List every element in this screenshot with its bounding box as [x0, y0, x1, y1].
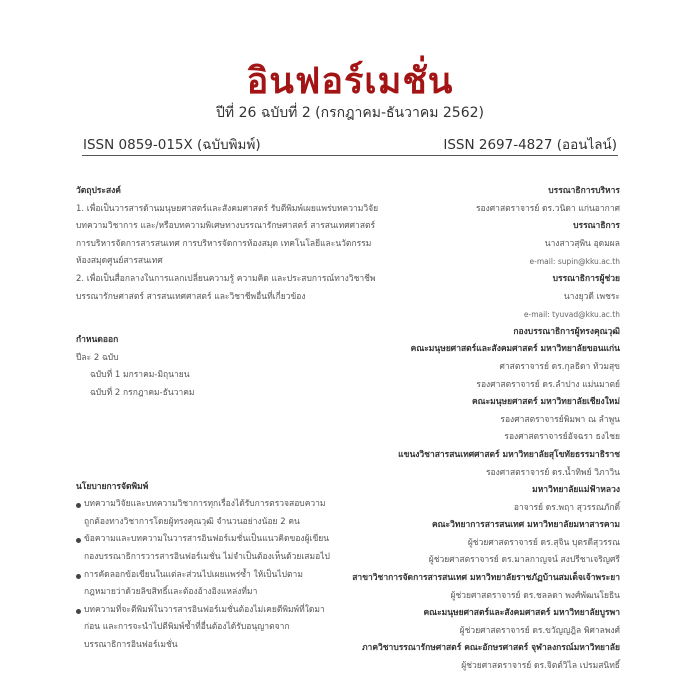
schedule-issue: ฉบับที่ 1 มกราคม-มิถุนายน: [90, 370, 190, 381]
assistant-editor-heading: บรรณาธิการผู้ช่วย: [552, 273, 620, 284]
editor-email: e-mail: tyuvad@kku.ac.th: [523, 310, 620, 320]
board-member-name: รองศาสตราจารย์อัจฉรา ธงไชย: [504, 432, 620, 443]
objectives-line: 1. เพื่อเป็นวารสารด้านมนุษยศาสตร์และสังคมศาสตร์ รับตีพิมพ์เผยแพร่บทความวิจัย: [76, 203, 379, 214]
affiliation-heading: แขนงวิชาสารสนเทศศาสตร์ มหาวิทยาลัยสุโขทัยธรรมาธิราช: [398, 449, 620, 460]
board-member-name: รองศาสตราจารย์ ดร.น้ำทิพย์ วิภาวิน: [485, 467, 620, 478]
objectives-line: บทความวิชาการ และ/หรือบทความพิเศษทางบรรณารักษศาสตร์ สารสนเทศศาสตร์: [76, 221, 376, 232]
board-member-name: รองศาสตราจารย์ ดร.ลำปาง แม่นมาตย์: [476, 379, 620, 390]
board-member-name: ผู้ช่วยศาสตราจารย์ ดร.สุจิน บุตรดีสุวรรณ: [467, 537, 620, 548]
header-divider: [82, 155, 618, 156]
journal-title: อินฟอร์เมชั่น: [246, 61, 454, 102]
affiliation-heading: คณะมนุษยศาสตร์และสังคมศาสตร์ มหาวิทยาลัยขอนแก่น: [410, 344, 620, 355]
objectives-line: ห้องสมุดศูนย์สารสนเทศ: [76, 256, 163, 267]
bullet-icon: [76, 538, 81, 543]
policy-text: ข้อความและบทความในวารสารอินฟอร์เมชั่นเป็นแนวคิดของผู้เขียน: [84, 534, 330, 545]
policy-text: กองบรรณาธิการวารสารอินฟอร์เมชั่น ไม่จำเป็นต้องเห็นด้วยเสมอไป: [84, 551, 330, 562]
affiliation-heading: คณะมนุษยศาสตร์และสังคมศาสตร์ มหาวิทยาลัยบูรพา: [423, 608, 620, 619]
affiliation-heading: คณะวิทยาการสารสนเทศ มหาวิทยาลัยมหาสารคาม: [431, 520, 620, 531]
right-column-editorial-board: [280, 183, 620, 676]
editor-name: นางสาวสุพิน อุดมผล: [544, 238, 620, 249]
issue-subtitle: ปีที่ 26 ฉบับที่ 2 (กรกฎาคม-ธันวาคม 2562): [216, 105, 484, 121]
editor-name: รองศาสตราจารย์ ดร.วนิดา แก่นอากาศ: [475, 203, 620, 214]
objectives-line: 2. เพื่อเป็นสื่อกลางในการแลกเปลี่ยนความรู้ ความคิด และประสบการณ์ทางวิชาชีพ: [76, 273, 376, 284]
schedule-heading: กำหนดออก: [76, 335, 119, 346]
board-member-name: ศาสตราจารย์ ดร.กุลธิดา ท้วมสุข: [499, 361, 620, 372]
editor-heading: บรรณาธิการ: [573, 221, 620, 232]
board-member-name: ผู้ช่วยศาสตราจารย์ ดร.จิตต์วิไล เปรมสนิทธิ์: [461, 661, 620, 672]
affiliation-heading: คณะมนุษยศาสตร์ มหาวิทยาลัยเชียงใหม่: [472, 397, 620, 408]
objectives-line: บรรณารักษศาสตร์ สารสนเทศศาสตร์ และวิชาชีพอื่นที่เกี่ยวข้อง: [76, 291, 306, 302]
board-member-name: รองศาสตราจารย์พิมพา ณ ลำพูน: [500, 414, 620, 425]
policy-text: บทความที่จะตีพิมพ์ในวารสารอินฟอร์เมชั่นต้องไม่เคยตีพิมพ์ที่ใดมา: [84, 604, 325, 615]
executive-editor-heading: บรรณาธิการบริหาร: [548, 186, 620, 196]
policy-text: บรรณาธิการอินฟอร์เมชั่น: [84, 639, 178, 650]
editor-email: e-mail: supin@kku.ac.th: [529, 257, 620, 267]
bullet-icon: [76, 503, 81, 508]
affiliation-heading: มหาวิทยาลัยแม่ฟ้าหลวง: [532, 485, 620, 496]
board-heading: กองบรรณาธิการผู้ทรงคุณวุฒิ: [513, 326, 620, 337]
schedule-frequency: ปีละ 2 ฉบับ: [76, 352, 119, 363]
board-member-name: ผู้ช่วยศาสตราจารย์ ดร.มาลกาญจน์ สงปรีชาเจริญศรี: [428, 555, 620, 566]
policy-heading: นโยบายการจัดพิมพ์: [76, 481, 149, 492]
board-member-name: ผู้ช่วยศาสตราจารย์ ดร.ชลลดา พงศ์พัฒนโยธิน: [450, 590, 620, 601]
objectives-heading: วัตถุประสงค์: [76, 186, 121, 196]
schedule-issue: ฉบับที่ 2 กรกฎาคม-ธันวาคม: [90, 387, 195, 398]
objectives-line: การบริหารจัดการสารสนเทศ การบริหารจัดการห้องสมุด เทคโนโลยีและนวัตกรรม: [76, 238, 372, 249]
policy-text: ถูกต้องทางวิชาการโดยผู้ทรงคุณวุฒิ จำนวนอย่างน้อย 2 คน: [84, 516, 300, 527]
policy-text: บทความวิจัยและบทความวิชาการทุกเรื่องได้รับการตรวจสอบความ: [84, 499, 326, 510]
affiliation-heading: ภาควิชาบรรณารักษศาสตร์ คณะอักษรศาสตร์ จุฬาลงกรณ์มหาวิทยาลัย: [361, 643, 620, 654]
board-member-name: อาจารย์ ดร.พฤา สุวรรณภักดิ์: [513, 502, 620, 513]
board-member-name: ผู้ช่วยศาสตราจารย์ ดร.ขวัญญฎิล พิศาลพงศ์: [459, 625, 620, 636]
issn-online: ISSN 2697-4827 (ออนไลน์): [443, 137, 617, 153]
issn-print: ISSN 0859-015X (ฉบับพิมพ์): [83, 137, 261, 153]
affiliation-heading: สาขาวิชาการจัดการสารสนเทศ มหาวิทยาลัยราชภัฏบ้านสมเด็จเจ้าพระยา: [352, 573, 620, 584]
policy-text: กฎหมายว่าด้วยลิขสิทธิ์และต้องอ้างอิงแหล่งที่มา: [84, 587, 258, 598]
editor-name: นางยุวดี เพชระ: [563, 291, 620, 302]
bullet-icon: [76, 609, 81, 614]
bullet-icon: [76, 574, 81, 579]
policy-text: ก่อน และการจะนำไปตีพิมพ์ซ้ำที่อื่นต้องได้รับอนุญาตจาก: [84, 622, 290, 633]
policy-text: การคัดลอกข้อเขียนในแต่ละส่วนไปเผยแพร่ซ้ำ ให้เป็นไปตาม: [84, 569, 303, 580]
